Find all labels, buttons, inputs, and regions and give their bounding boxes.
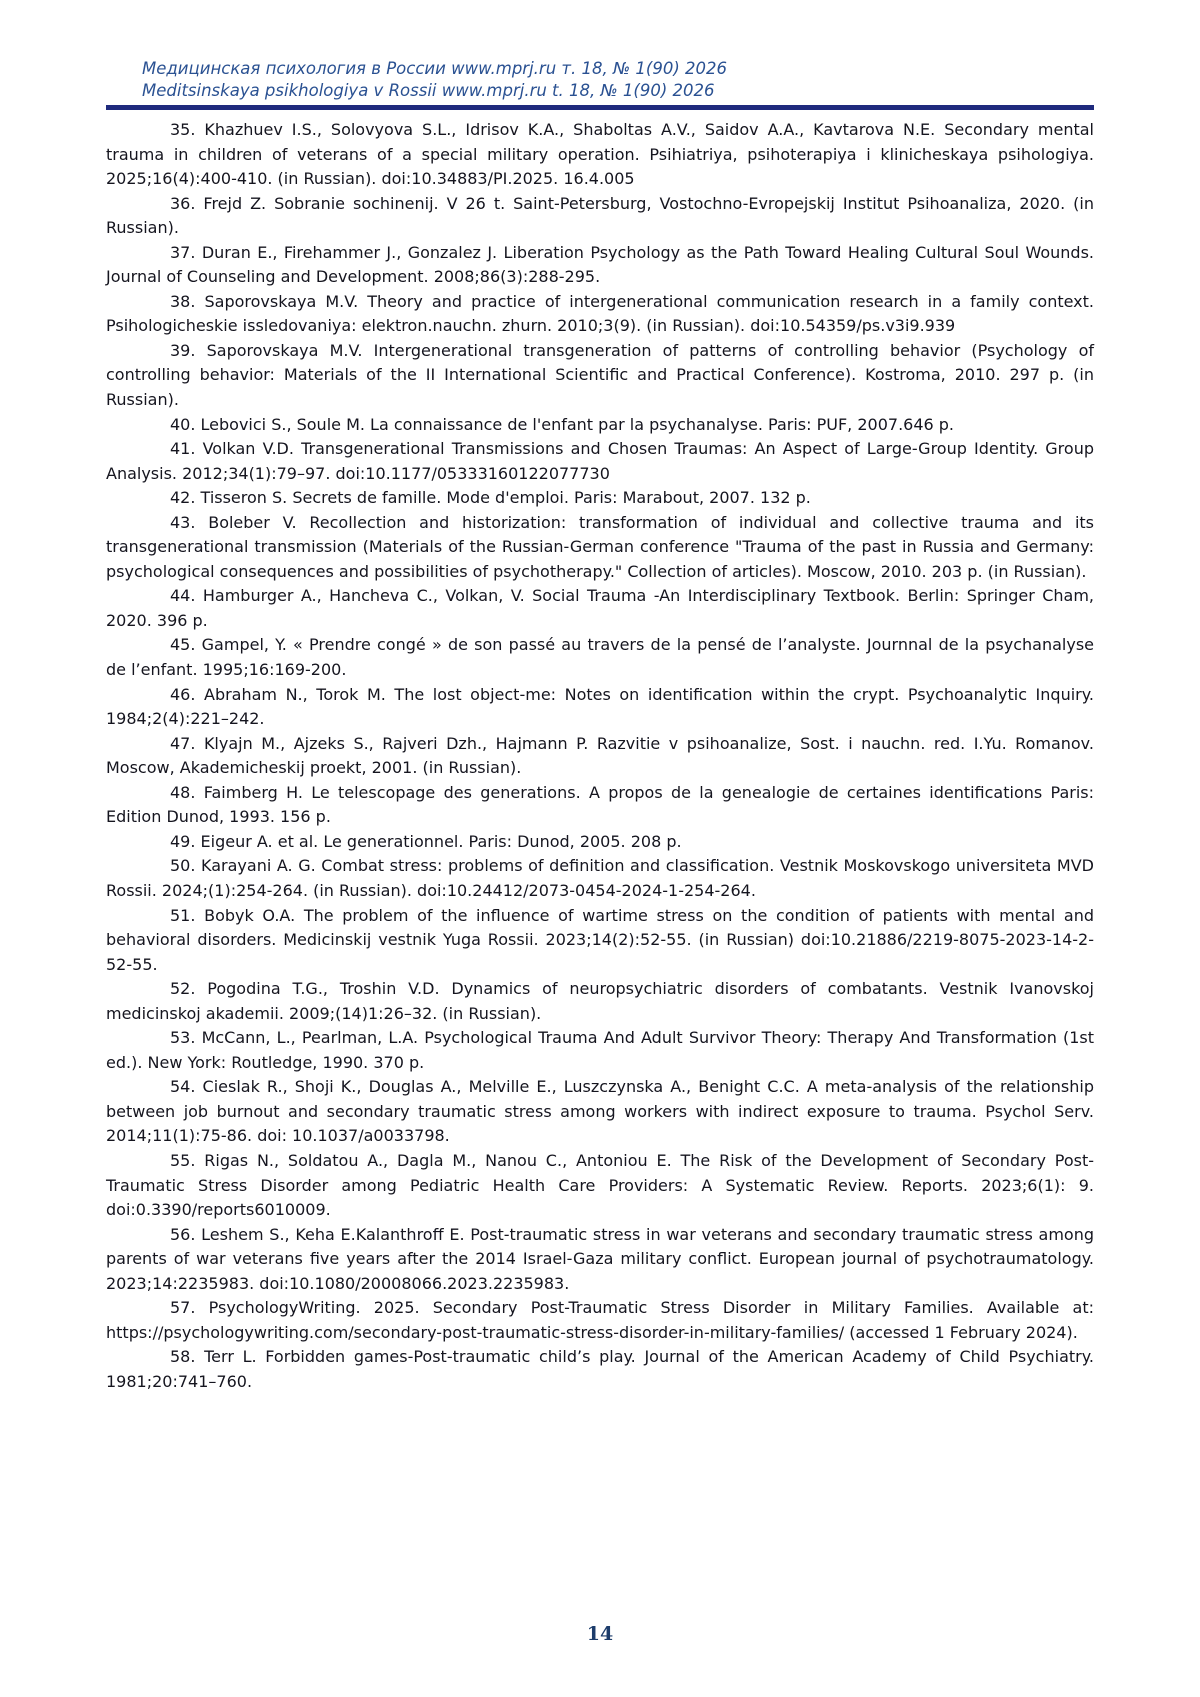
reference-item: 35. Khazhuev I.S., Solovyova S.L., Idrisov K.A., Shaboltas A.V., Saidov A.A., Kavtarova N.E. Secondary mental trauma in children of veterans of a special military operation. Psihiatriya, psihoterapiya i klinicheskaya psihologiya. 2025;16(4):400-410. (in Russian). doi:10.34883/PI.2025. 16.4.005 bbox=[106, 120, 1094, 189]
journal-header bbox=[142, 58, 1094, 102]
reference-item: 51. Bobyk O.A. The problem of the influence of wartime stress on the condition of patients with mental and behavioral disorders. Medicinskij vestnik Yuga Rossii. 2023;14(2):52-55. (in Russian) doi:10.21886/2219-8075-2023-14-2-52-55. bbox=[106, 905, 1094, 974]
reference-item: 41. Volkan V.D. Transgenerational Transmissions and Chosen Traumas: An Aspect of Large-Group Identity. Group Analysis. 2012;34(1):79–97. doi:10.1177/05333160122077730 bbox=[106, 439, 1094, 483]
reference-item: 37. Duran E., Firehammer J., Gonzalez J. Liberation Psychology as the Path Toward Healing Cultural Soul Wounds. Journal of Counseling and Development. 2008;86(3):288-295. bbox=[106, 242, 1094, 287]
page-footer bbox=[0, 1623, 1200, 1645]
journal-title-translit: Meditsinskaya psikhologiya v Rossii www.mprj.ru t. 18, № 1(90) 2026 bbox=[142, 81, 715, 100]
reference-item: 49. Eigeur A. et al. Le generationnel. Paris: Dunod, 2005. 208 p. bbox=[170, 831, 682, 851]
reference-item: 46. Abraham N., Torok M. The lost object-me: Notes on identification within the crypt. Psychoanalytic Inquiry. 1984;2(4):221–242. bbox=[106, 684, 1094, 729]
reference-item: 54. Cieslak R., Shoji K., Douglas A., Melville E., Luszczynska A., Benight C.C. A meta-analysis of the relationship between job burnout and secondary traumatic stress among workers with indirect exposure to trauma. Psychol Serv. 2014;11(1):75-86. doi: 10.1037/a0033798. bbox=[106, 1077, 1094, 1146]
reference-item: 42. Tisseron S. Secrets de famille. Mode d'emploi. Paris: Marabout, 2007. 132 p. bbox=[170, 488, 811, 508]
reference-item: 44. Hamburger A., Hancheva C., Volkan, V. Social Trauma -An Interdisciplinary Textbook. Berlin: Springer Cham, 2020. 396 p. bbox=[106, 586, 1094, 630]
reference-list bbox=[106, 118, 1094, 1394]
reference-item: 58. Terr L. Forbidden games-Post-traumatic child’s play. Journal of the American Academy of Child Psychiatry. 1981;20:741–760. bbox=[106, 1347, 1094, 1391]
reference-item: 43. Boleber V. Recollection and historization: transformation of individual and collective trauma and its transgenerational transmission (Materials of the Russian-German conference "Trauma of the past in Russia and Germany: psychological consequences and possibilities of psychotherapy." Collection of articles). Moscow, 2010. 203 p. (in Russian). bbox=[106, 512, 1094, 581]
reference-item: 45. Gampel, Y. « Prendre congé » de son passé au travers de la pensé de l’analyste. Journnal de la psychanalyse de l’enfant. 1995;16:169-200. bbox=[106, 635, 1094, 680]
reference-item: 56. Leshem S., Keha E.Kalanthroff E. Post-traumatic stress in war veterans and secondary traumatic stress among parents of war veterans five years after the 2014 Israel-Gaza military conflict. European journal of psychotraumatology. 2023;14:2235983. doi:10.1080/20008066.2023.2235983. bbox=[106, 1224, 1094, 1293]
reference-item: 55. Rigas N., Soldatou A., Dagla M., Nanou C., Antoniou E. The Risk of the Development of Secondary Post-Traumatic Stress Disorder among Pediatric Health Care Providers: A Systematic Review. Reports. 2023;6(1): 9. doi:0.3390/reports6010009. bbox=[106, 1150, 1094, 1220]
reference-item: 50. Karayani A. G. Combat stress: problems of definition and classification. Vestnik Moskovskogo universiteta MVD Rossii. 2024;(1):254-264. (in Russian). doi:10.24412/2073-0454-2024-1-254-264. bbox=[106, 856, 1094, 900]
reference-item: 53. McCann, L., Pearlman, L.A. Psychological Trauma And Adult Survivor Theory: Therapy And Transformation (1st ed.). New York: Routledge, 1990. 370 p. bbox=[106, 1028, 1094, 1072]
header-divider bbox=[106, 105, 1094, 110]
journal-title-russian: Медицинская психология в России www.mprj.ru т. 18, № 1(90) 2026 bbox=[142, 59, 727, 78]
reference-item: 40. Lebovici S., Soule M. La connaissance de l'enfant par la psychanalyse. Paris: PUF, 2007.646 p. bbox=[170, 414, 955, 434]
reference-item: 39. Saporovskaya M.V. Intergenerational transgeneration of patterns of controlling behavior (Psychology of controlling behavior: Materials of the II International Scientific and Practical Conference). Kostroma, 2010. 297 p. (in Russian). bbox=[106, 340, 1094, 410]
reference-item: 38. Saporovskaya M.V. Theory and practice of intergenerational communication research in a family context. Psihologicheskie issledovaniya: elektron.nauchn. zhurn. 2010;3(9). (in Russian). doi:10.54359/ps.v3i9.939 bbox=[106, 291, 1094, 336]
page-number: 14 bbox=[586, 1623, 614, 1645]
reference-item: 48. Faimberg H. Le telescopage des generations. A propos de la genealogie de certaines identifications Paris: Edition Dunod, 1993. 156 p. bbox=[106, 782, 1094, 827]
reference-item: 57. PsychologyWriting. 2025. Secondary Post-Traumatic Stress Disorder in Military Families. Available at: https://psychologywriting.com/secondary-post-traumatic-stress-disorder-in-military-families/ (accessed 1 February 2024). bbox=[106, 1298, 1094, 1342]
reference-item: 52. Pogodina T.G., Troshin V.D. Dynamics of neuropsychiatric disorders of combatants. Vestnik Ivanovskoj medicinskoj akademii. 2009;(14)1:26–32. (in Russian). bbox=[106, 979, 1094, 1023]
reference-item: 36. Frejd Z. Sobranie sochinenij. V 26 t. Saint-Petersburg, Vostochno-Evropejskij Institut Psihoanaliza, 2020. (in Russian). bbox=[106, 193, 1094, 238]
reference-item: 47. Klyajn M., Ajzeks S., Rajveri Dzh., Hajmann P. Razvitie v psihoanalize, Sost. i nauchn. red. I.Yu. Romanov. Moscow, Akademicheskij proekt, 2001. (in Russian). bbox=[106, 733, 1094, 778]
